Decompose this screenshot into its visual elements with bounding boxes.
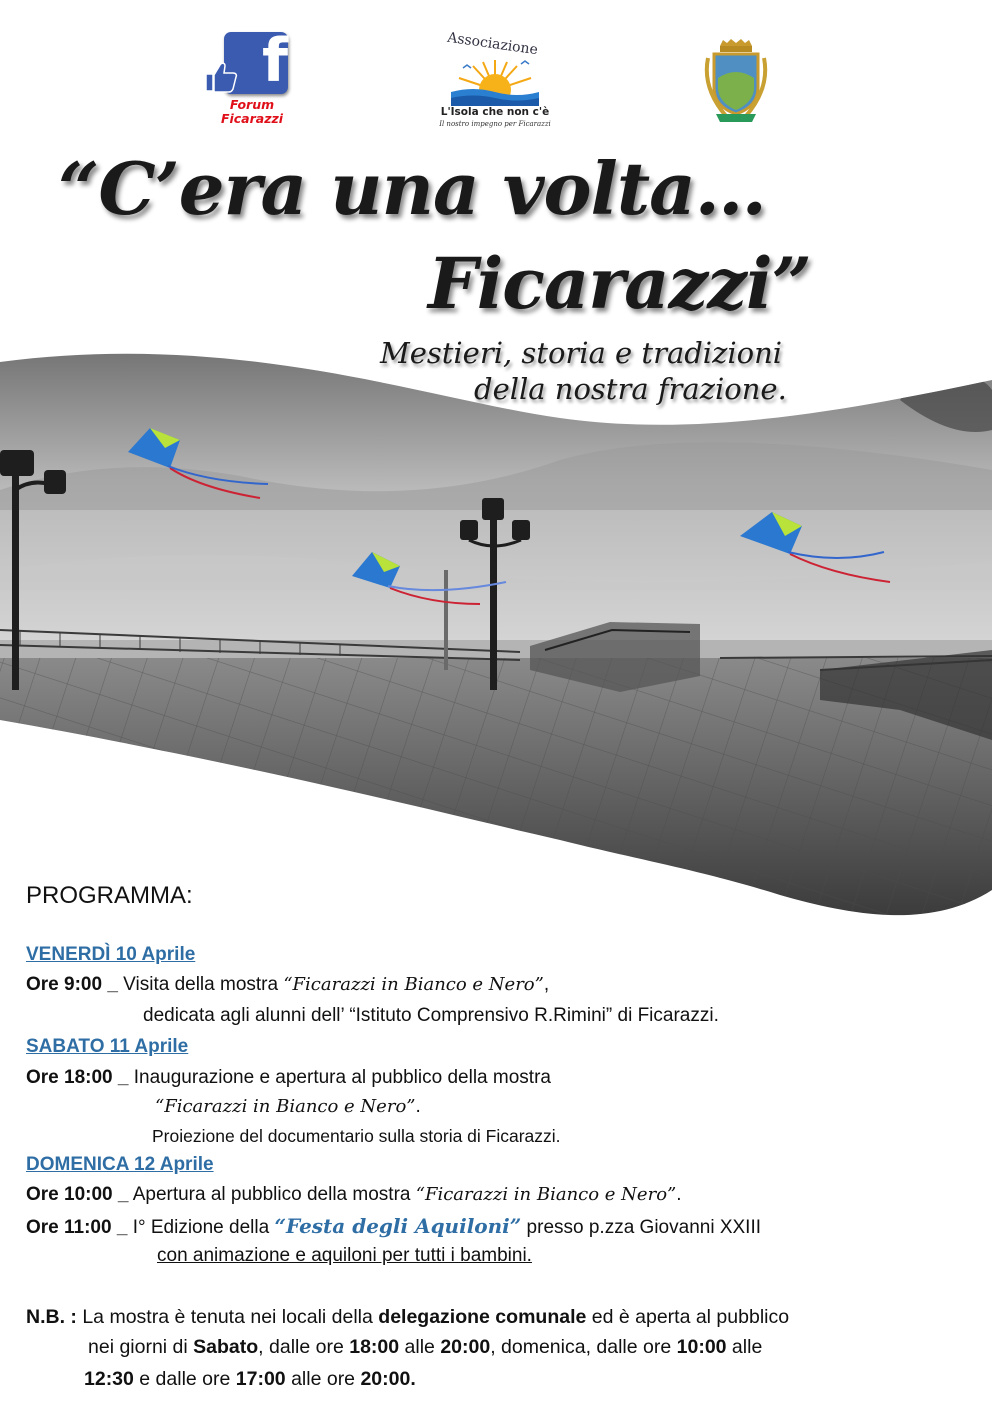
note-text: ed è aperta al pubblico (586, 1306, 790, 1328)
day-friday: VENERDÌ 10 Aprile (26, 944, 196, 965)
municipal-crest-icon (700, 38, 772, 124)
sunday-text1-b: . (676, 1184, 682, 1205)
note-bold: Sabato (193, 1336, 259, 1358)
sunday-text1-a: Apertura al pubblico della mostra (128, 1184, 416, 1205)
forum-ficarazzi-logo (202, 26, 302, 132)
note-bold: 17:00 (235, 1368, 286, 1390)
day-sunday: DOMENICA 12 Aprile (26, 1154, 214, 1175)
note-bold: 10:00 (676, 1336, 727, 1358)
sun-sea-icon (443, 54, 547, 106)
saturday-line1 (26, 1067, 551, 1089)
saturday-text-a: Inaugurazione e apertura al pubblico della mostra (128, 1067, 551, 1088)
sunday-text2-a: I° Edizione della (127, 1217, 275, 1238)
subtitle-line2: della nostra frazione. (474, 372, 787, 406)
note-text: nei giorni di (88, 1336, 194, 1358)
subtitle-line1: Mestieri, storia e tradizioni (380, 336, 783, 370)
association-logo (425, 29, 565, 132)
note-text: alle (726, 1336, 763, 1358)
note-text: La mostra è tenuta nei locali della (76, 1306, 379, 1328)
note-line3 (84, 1368, 416, 1391)
saturday-time: Ore 18:00 _ (26, 1067, 129, 1088)
day-saturday: SABATO 11 Aprile (26, 1036, 189, 1057)
promenade-photo (0, 340, 992, 960)
association-name: L'Isola che non c'è (440, 106, 550, 118)
friday-text-b: , (543, 974, 550, 995)
sunday-time2: Ore 11:00 _ (26, 1217, 128, 1238)
programme-heading: PROGRAMMA: (26, 882, 193, 909)
friday-time: Ore 9:00 _ (26, 974, 118, 995)
sunday-text2-b: presso p.zza Giovanni XXIII (521, 1217, 762, 1238)
note-text: alle ore (285, 1368, 361, 1390)
sunday-line2 (26, 1214, 761, 1239)
note-text: , domenica, dalle ore (490, 1336, 677, 1358)
friday-exhibit: “Ficarazzi in Bianco e Nero” (283, 974, 544, 995)
saturday-line3: Proiezione del documentario sulla storia di Ficarazzi. (152, 1126, 561, 1146)
sunday-line1 (26, 1184, 682, 1206)
sunday-time1: Ore 10:00 _ (26, 1184, 129, 1205)
logo-text-ficarazzi: Ficarazzi (220, 111, 284, 126)
friday-text-a: Visita della mostra (117, 974, 284, 995)
note-bold: 18:00 (349, 1336, 400, 1358)
association-title: Associazione (446, 29, 539, 59)
note-bold: 12:30 (84, 1368, 134, 1390)
saturday-text-b: . (415, 1096, 421, 1117)
note-label: N.B. : (26, 1306, 77, 1328)
association-tagline: Il nostro impegno per Ficarazzi (439, 120, 551, 128)
friday-line2: dedicata agli alunni dell’ “Istituto Comprensivo R.Rimini” di Ficarazzi. (143, 1005, 719, 1026)
note-bold: 20:00 (440, 1336, 491, 1358)
note-bold: delegazione comunale (378, 1306, 587, 1328)
note-text: e dalle ore (133, 1368, 236, 1390)
festa-aquiloni: “Festa degli Aquiloni” (274, 1214, 522, 1238)
saturday-exhibit: “Ficarazzi in Bianco e Nero” (155, 1096, 416, 1117)
logo-text-forum: Forum (229, 97, 275, 112)
note-text: alle (399, 1336, 441, 1358)
note-line1 (26, 1306, 789, 1329)
note-text: , dalle ore (258, 1336, 350, 1358)
sunday-exhibit: “Ficarazzi in Bianco e Nero” (415, 1184, 677, 1205)
main-title-line2: Ficarazzi” (428, 242, 811, 325)
main-title-line1: “C’era una volta… (58, 146, 766, 231)
friday-line1 (26, 974, 549, 996)
facebook-icon: f (224, 32, 288, 94)
sunday-line3: con animazione e aquiloni per tutti i bambini. (157, 1245, 532, 1266)
saturday-line2 (155, 1096, 421, 1118)
note-line2 (88, 1336, 762, 1359)
thumbs-up-icon (202, 58, 238, 94)
note-bold: 20:00. (360, 1368, 416, 1390)
